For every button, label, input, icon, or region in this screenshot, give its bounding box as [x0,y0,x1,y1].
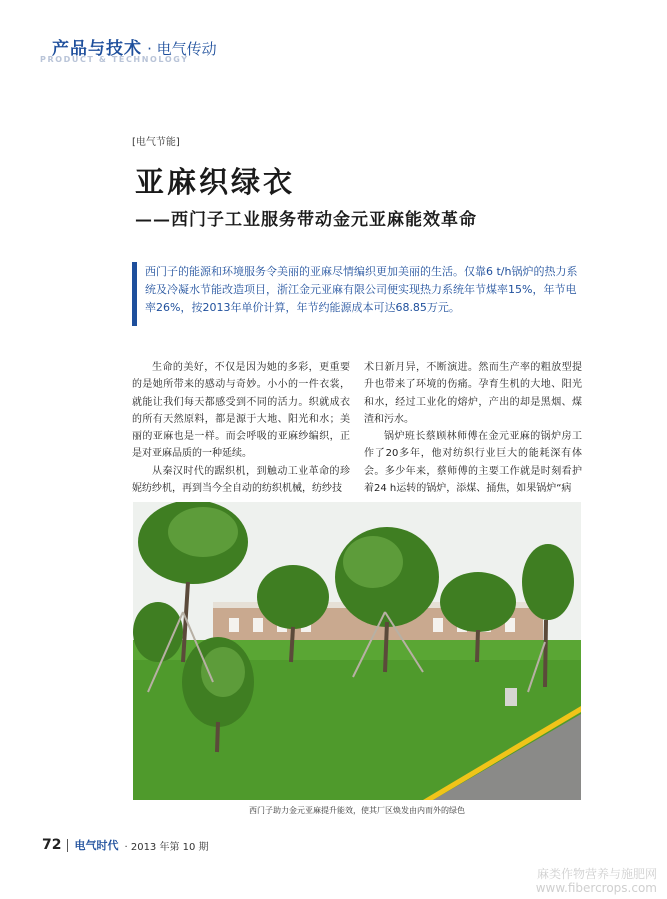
section-english: PRODUCT & TECHNOLOGY [40,55,189,64]
footer-divider [67,839,68,852]
photo-caption: 西门子助力金元亚麻提升能效，使其厂区焕发由内而外的绿色 [249,806,465,815]
article-tag: [电气节能] [132,137,180,148]
watermark-cn: 麻类作物营养与施肥网 [536,867,657,881]
watermark [536,867,657,895]
watermark-url: www.fibercrops.com [535,881,657,895]
article-title: 亚麻织绿衣 [135,165,296,199]
body-column-right [364,359,582,497]
body-paragraph: 锅炉班长蔡顾林师傅在金元亚麻的锅炉房工作了20多年，他对纺织行业巨大的能耗深有体会。多少年来，蔡师傅的主要工作就是时刻看护着24 h运转的锅炉，添煤、捅焦，如果锅炉“病 [364,431,582,495]
page-footer [42,837,209,853]
lead-accent-bar [132,262,137,326]
factory-lawn-photo [133,502,581,800]
body-paragraph: 生命的美好，不仅是因为她的多彩，更重要的是她所带来的感动与奇妙。小小的一件衣裳，就能让我们每天都感受到不同的活力。织就成衣的所有天然原料，都是源于大地、阳光和水；美丽的亚麻也是一样。而会呼吸的亚麻纱编织，正是对亚麻品质的一种延续。 [132,362,350,460]
lead-paragraph: 西门子的能源和环境服务令美丽的亚麻尽情编织更加美丽的生活。仅靠6 t/h锅炉的热力系统及冷凝水节能改造项目，浙江金元亚麻有限公司便实现热力系统年节煤率15%，年节电率26%，按2013年单价计算，年节约能源成本可达68.85万元。 [145,265,578,314]
section-subtitle: · 电气传动 [147,40,217,58]
section-title: 产品与技术 [52,39,142,59]
body-paragraph: 术日新月异，不断演进。然而生产率的粗放型提升也带来了环境的伤痛。孕育生机的大地、阳光和水，经过工业化的熔炉，产出的却是黑烟、煤渣和污水。 [364,362,582,425]
journal-issue: · 2013 年第 10 期 [124,841,209,853]
journal-name: 电气时代 [74,839,119,852]
article-subtitle: ——西门子工业服务带动金元亚麻能效革命 [135,210,477,230]
body-paragraph: 从秦汉时代的踞织机，到触动工业革命的珍妮纺纱机，再到当今全自动的纺织机械，纺纱技 [132,465,350,495]
body-column-left [132,359,350,497]
page-number: 72 [42,837,62,853]
